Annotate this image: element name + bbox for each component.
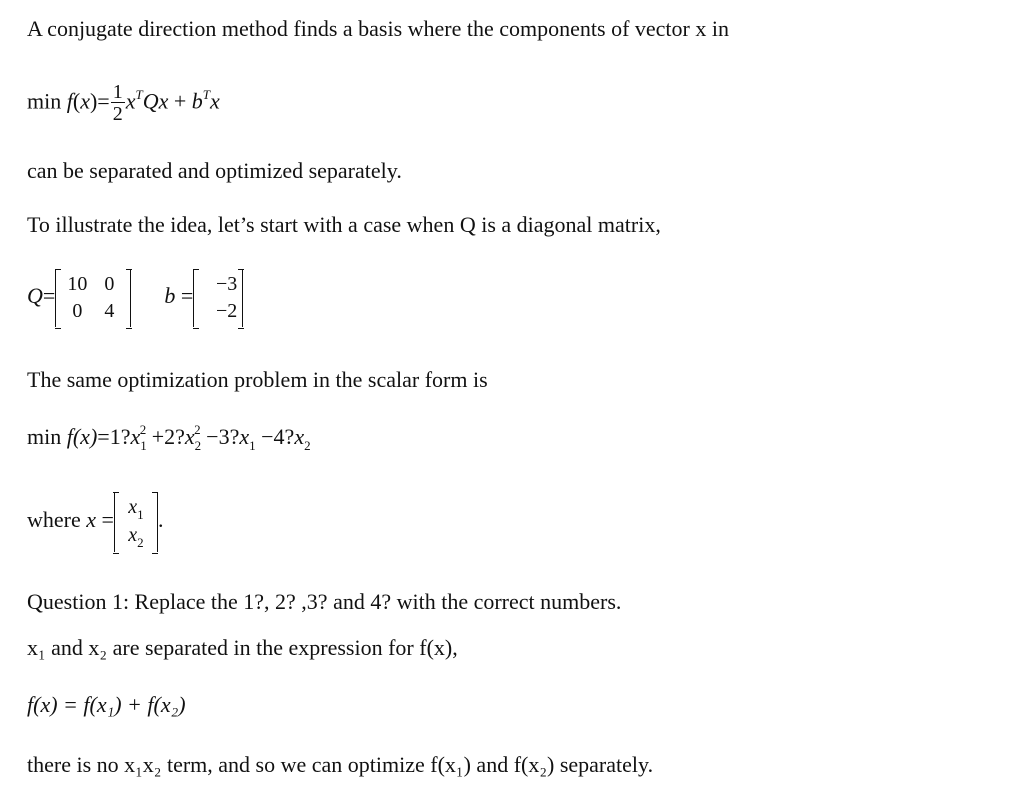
question-text: Question 1: Replace the 1?, 2? ,3? and 4? with the correct numbers. bbox=[27, 589, 622, 614]
equals-sign: = bbox=[101, 507, 114, 532]
equals-sign: = bbox=[97, 424, 110, 449]
x2-symbol: x bbox=[128, 523, 138, 546]
transpose-mark: T bbox=[202, 86, 211, 102]
f-symbol: f bbox=[66, 88, 73, 114]
b-label: b bbox=[164, 283, 176, 308]
x-symbol: x bbox=[125, 88, 136, 114]
fraction-numerator: 1 bbox=[112, 81, 123, 103]
matrices-row bbox=[27, 268, 243, 327]
Q-label: Q bbox=[27, 283, 43, 308]
coefficient-3: 3? bbox=[218, 424, 240, 449]
minus-sign: − bbox=[206, 424, 219, 449]
Q-cell: 0 bbox=[104, 272, 115, 295]
Q-cell: 4 bbox=[104, 299, 115, 322]
coefficient-4: 4? bbox=[273, 424, 295, 449]
separated-equation: f(x) = f(x₁) + f(x₂) bbox=[27, 692, 186, 717]
separated-text: can be separated and optimized separately. bbox=[27, 158, 402, 183]
minus-sign: − bbox=[261, 424, 274, 449]
f-of-x: f(x) bbox=[66, 424, 98, 449]
Q-matrix bbox=[55, 269, 131, 327]
coefficient-1: 1? bbox=[109, 424, 131, 449]
Q-symbol: Q bbox=[142, 88, 159, 114]
illustrate-text: To illustrate the idea, let’s start with a case when Q is a diagonal matrix, bbox=[27, 212, 661, 237]
where-row bbox=[27, 488, 163, 552]
Q-cell: 10 bbox=[67, 272, 88, 295]
coefficient-2: 2? bbox=[164, 424, 185, 449]
plus-sign: + bbox=[151, 424, 165, 449]
min-operator: min bbox=[27, 88, 62, 114]
fraction-denominator: 2 bbox=[112, 103, 123, 125]
b-symbol: b bbox=[191, 88, 203, 114]
Q-cell: 0 bbox=[72, 299, 83, 322]
one-half-fraction bbox=[111, 82, 125, 125]
x1-symbol: x bbox=[128, 495, 138, 518]
x-vector bbox=[114, 492, 158, 552]
intro-text: A conjugate direction method finds a basis where the components of vector x in bbox=[27, 16, 729, 41]
x-cell: $x_2$ bbox=[128, 523, 144, 550]
equals-sign: = bbox=[180, 283, 194, 308]
x-symbol: x bbox=[80, 88, 90, 114]
equals-sign: = bbox=[42, 283, 56, 308]
b-vector bbox=[193, 269, 243, 327]
x-symbol: x bbox=[158, 88, 169, 114]
plus-sign: + bbox=[173, 88, 187, 114]
period: . bbox=[157, 507, 164, 532]
separated-expression-text: x₁ and x₂ are separated in the expression for f(x), bbox=[27, 635, 458, 660]
min-operator: min bbox=[27, 424, 62, 449]
where-label: where bbox=[27, 507, 81, 532]
b-cell: −2 bbox=[215, 299, 238, 322]
transpose-mark: T bbox=[135, 86, 143, 102]
x-cell: $x_1$ bbox=[128, 495, 144, 522]
objective-equation: min f(x)= $\frac{1}{2}$ $x^TQx + b^Tx$ bbox=[27, 81, 220, 125]
conclusion-text: there is no x₁x₂ term, and so we can optimize f(x₁) and f(x₂) separately. bbox=[27, 752, 654, 777]
scalar-form-text: The same optimization problem in the scalar form is bbox=[27, 367, 488, 392]
equals-sign: = bbox=[97, 88, 110, 114]
x-symbol: x bbox=[210, 88, 220, 114]
x-symbol: x bbox=[86, 507, 97, 532]
scalar-equation: $\min f(x)=1?x_1^2$ $+2?x_2^2$ $-3?x_1$ $-4?x_2$ bbox=[27, 422, 311, 453]
b-cell: −3 bbox=[215, 272, 238, 295]
